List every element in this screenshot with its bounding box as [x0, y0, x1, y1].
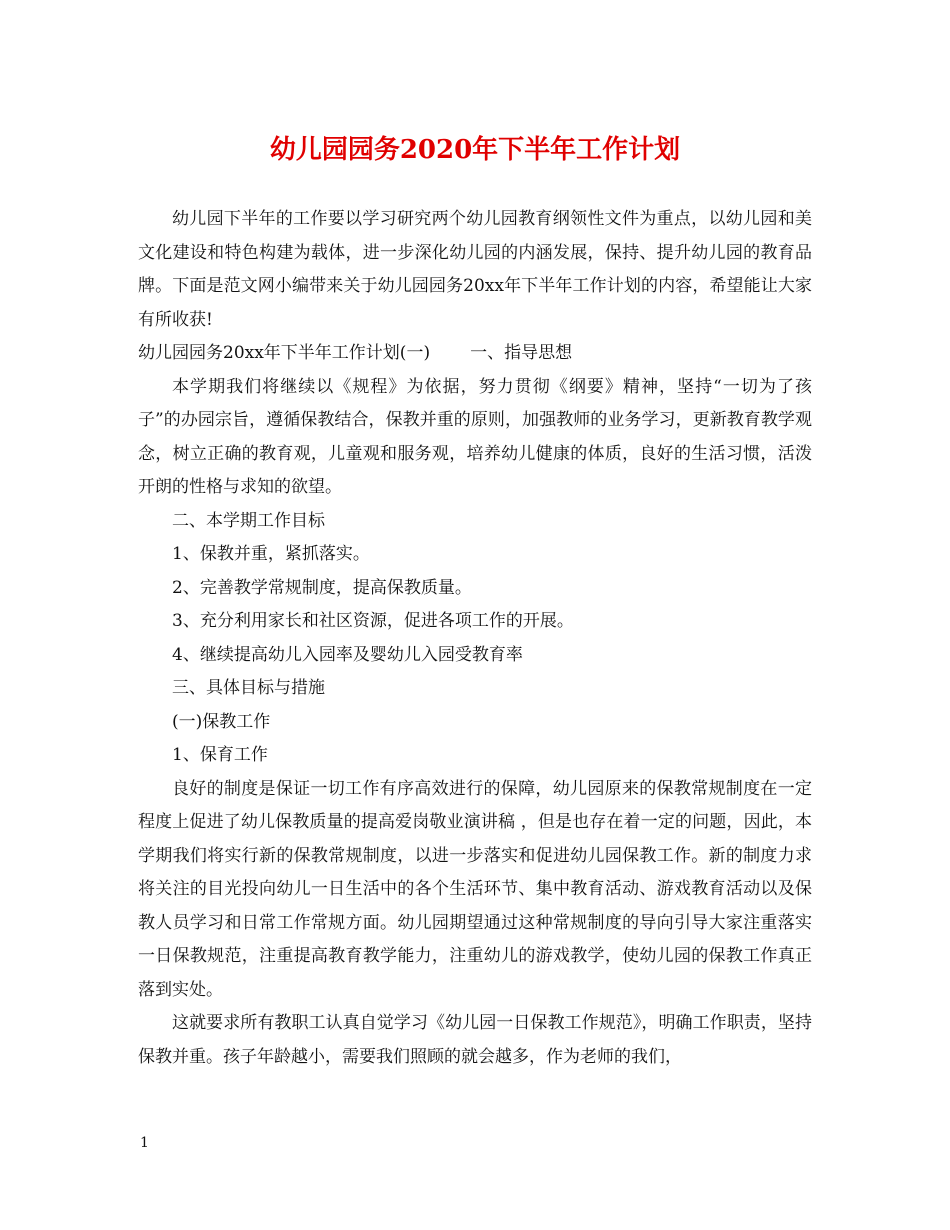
system-paragraph: 良好的制度是保证一切工作有序高效进行的保障，幼儿园原来的保教常规制度在一定程度上促进了幼儿保教质量的提高爱岗敬业演讲稿 ，但是也存在着一定的问题，因此，本学期我们将实行新的保教常规制度，以进一步落实和促进幼儿园保教工作。新的制度力求将关注的目光投向幼儿一日生活中的各个生活环节、集中教育活动、游戏教育活动以及保教人员学习和日常工作常规方面。幼儿园期望通过这种常规制度的导向引导大家注重落实一日保教规范，注重提高教育教学能力，注重幼儿的游戏教学，使幼儿园的保教工作真正落到实处。 — [138, 778, 812, 1000]
goal-item: 2、完善教学常规制度，提高保教质量。 — [172, 577, 472, 598]
document-body — [138, 203, 812, 1074]
document-title: 幼儿园园务2020年下半年工作计划 — [269, 135, 681, 165]
guiding-heading: 一、指导思想 — [470, 343, 573, 363]
intro-paragraph: 幼儿园下半年的工作要以学习研究两个幼儿园教育纲领性文件为重点，以幼儿园和美文化建设和特色构建为载体，进一步深化幼儿园的内涵发展，保持、提升幼儿园的教育品牌。下面是范文网小编带来关于幼儿园园务20xx年下半年工作计划的内容，希望能让大家有所收获! — [138, 209, 812, 330]
section-subtitle-line — [138, 337, 812, 371]
measures-heading: 三、具体目标与措施 — [172, 678, 325, 698]
page-number: 1 — [140, 1135, 149, 1151]
sub-heading: (一)保教工作 — [172, 711, 271, 732]
guiding-paragraph: 本学期我们将继续以《规程》为依据，努力贯彻《纲要》精神，坚持“一切为了孩子”的办园宗旨，遵循保教结合，保教并重的原则，加强教师的业务学习，更新教育教学观念，树立正确的教育观，儿童观和服务观，培养幼儿健康的体质，良好的生活习惯，活泼开朗的性格与求知的欲望。 — [138, 376, 812, 497]
goal-item: 1、保教并重，紧抓落实。 — [172, 544, 370, 564]
staff-paragraph: 这就要求所有教职工认真自觉学习《幼儿园一日保教工作规范》，明确工作职责，坚持保教并重。孩子年龄越小，需要我们照顾的就会越多，作为老师的我们， — [138, 1013, 812, 1067]
plan-subtitle: 幼儿园园务20xx年下半年工作计划(一) — [138, 343, 431, 363]
item-heading: 1、保育工作 — [172, 745, 268, 765]
goals-heading: 二、本学期工作目标 — [172, 510, 325, 531]
goal-item: 4、继续提高幼儿入园率及婴幼儿入园受教育率 — [172, 644, 523, 665]
goal-item: 3、充分利用家长和社区资源，促进各项工作的开展。 — [172, 611, 574, 631]
